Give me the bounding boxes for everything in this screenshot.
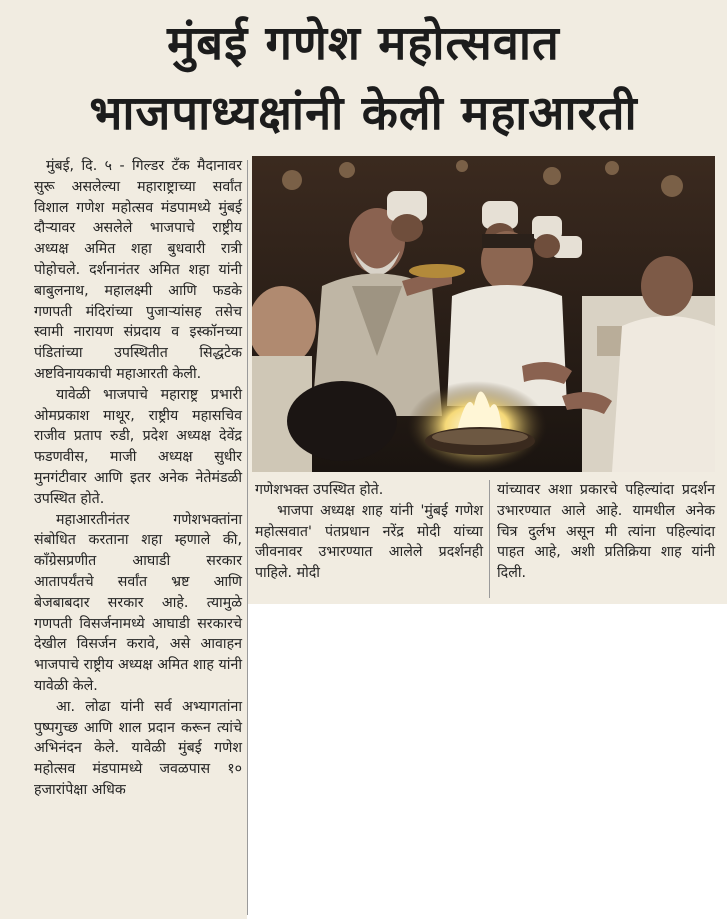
article-column-3 xyxy=(497,480,715,584)
article-column-2 xyxy=(255,480,483,584)
column-divider xyxy=(247,160,248,915)
aarti-photo-illustration xyxy=(252,156,715,472)
article-paragraph: यावेळी भाजपाचे महाराष्ट्र प्रभारी ओमप्रकाश माथूर, राष्ट्रीय महासचिव राजीव प्रताप रुडी, प्रदेश अध्यक्ष देवेंद्र फडणवीस, माजी अध्यक्ष सुधीर मुनगंटीवार आणि इतर अनेक नेतेमंडळी उपस्थित होते. xyxy=(34,386,242,507)
column-divider xyxy=(489,480,490,598)
news-photo xyxy=(252,156,715,472)
headline-line-1: मुंबई गणेश महोत्सवात xyxy=(167,16,560,71)
article-paragraph: यांच्यावर अशा प्रकारचे पहिल्यांदा प्रदर्शन उभारण्यात आले आहे. यामधील अनेक चित्र दुर्लभ असून मी त्यांना पहिल्यांदा पाहत आहे, अशी प्रतिक्रिया शाह यांनी दिली. xyxy=(497,482,715,582)
article-paragraph: मुंबई, दि. ५ - गिल्डर टँक मैदानावर सुरू असलेल्या महाराष्ट्राच्या सर्वांत विशाल गणेश महोत्सव मंडपामध्ये मुंबई दौऱ्यावर असलेले भाजपाचे राष्ट्रीय अध्यक्ष अमित शहा बुधवारी रात्री पोहोचले. दर्शनानंतर अमित शहा यांनी बाबुलनाथ, महालक्ष्मी आणि फडके गणपती मंदिरांच्या पुजाऱ्यांसह तसेच स्वामी नारायण संप्रदाय व इस्कॉनच्या पंडितांच्या उपस्थितीत सिद्धटेक अष्टविनायकाची महाआरती केली. xyxy=(34,158,242,382)
article-paragraph: गणेशभक्त उपस्थित होते. xyxy=(255,482,384,498)
headline-line-2: भाजपाध्यक्षांनी केली महाआरती xyxy=(89,86,638,141)
article-column-1 xyxy=(34,156,242,801)
article-paragraph: भाजपा अध्यक्ष शाह यांनी 'मुंबई गणेश महोत्सवात' पंतप्रधान नरेंद्र मोदी यांच्या जीवनावर उभारण्यात आलेले प्रदर्शनही पाहिले. मोदी xyxy=(255,502,483,582)
article-paragraph: आ. लोढा यांनी सर्व अभ्यागतांना पुष्पगुच्छ आणि शाल प्रदान करून त्यांचे अभिनंदन केले. यावेळी मुंबई गणेश महोत्सव मंडपामध्ये जवळपास १० हजारांपेक्षा अधिक xyxy=(34,698,242,798)
article-paragraph: महाआरतीनंतर गणेशभक्तांना संबोधित करताना शहा म्हणाले की, काँग्रेसप्रणीत आघाडी सरकार आतापर्यंतचे सर्वांत भ्रष्ट आणि बेजबाबदार सरकार आहे. त्यामुळे गणपती विसर्जनामध्ये आघाडी सरकारचे देखील विसर्जन करावे, असे आवाहन भाजपाचे राष्ट्रीय अध्यक्ष अमित शाह यांनी यावेळी केले. xyxy=(34,511,242,694)
